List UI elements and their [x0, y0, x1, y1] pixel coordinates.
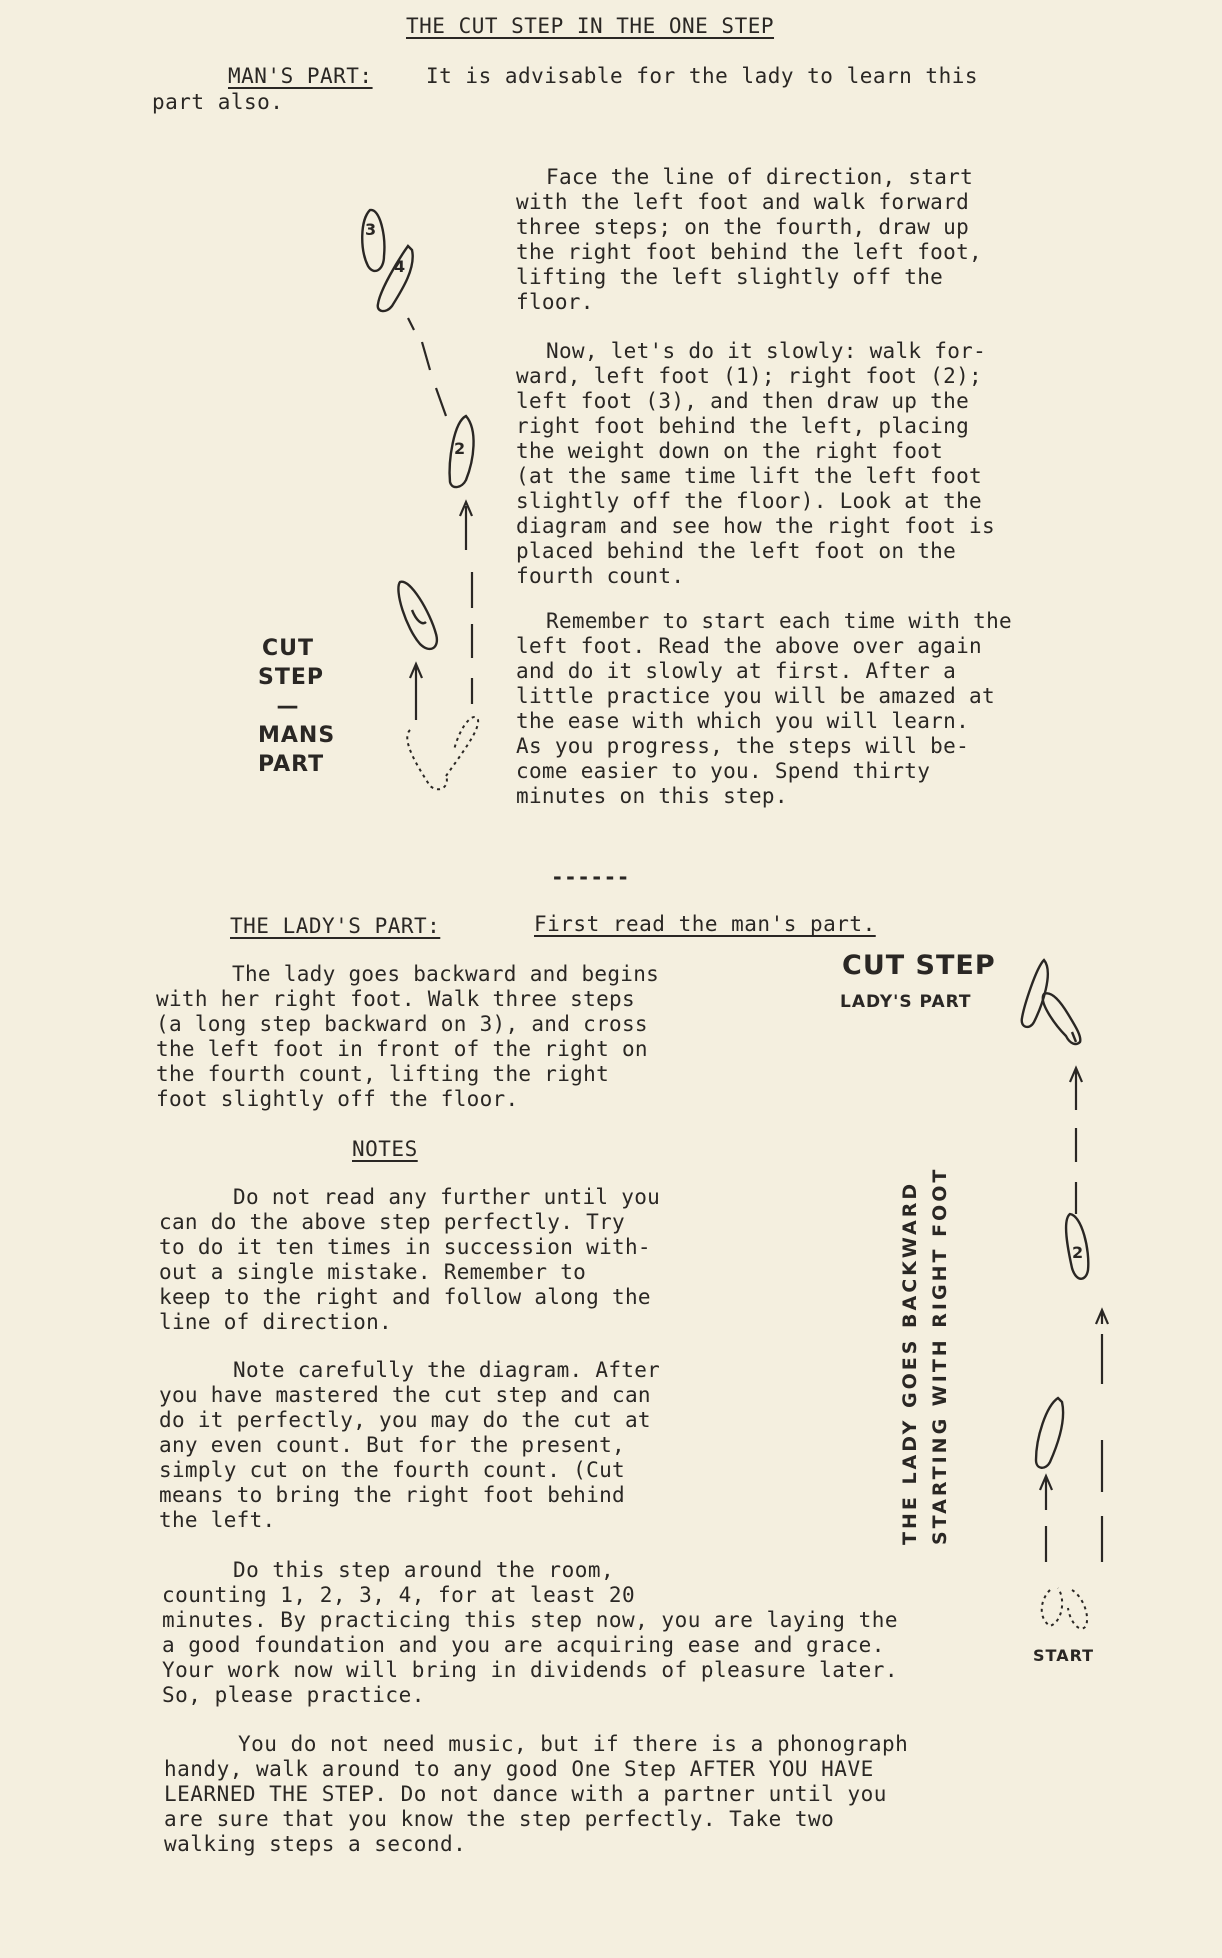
arrow-up — [460, 502, 472, 550]
mans-label-line-4: MANS — [258, 723, 336, 748]
mans-part-heading: MAN'S PART: — [228, 64, 373, 88]
ladys-part-heading: THE LADY'S PART: — [230, 914, 441, 938]
notes-paragraph-4-line-3: LEARNED THE STEP. Do not dance with a partner until you — [164, 1782, 887, 1806]
ladys-part-paragraph: The lady goes backward and begins with her right foot. Walk three steps (a long step backward on 3), and cross the left foot in front of the right on the fourth count, lifting the right foot slightly off the floor. — [156, 962, 660, 1111]
mans-diagram-label — [258, 634, 336, 779]
footprint-3-number: 3 — [365, 220, 377, 239]
arrow-up — [1040, 1476, 1052, 1510]
mans-label-line-2: STEP — [258, 665, 325, 690]
notes-paragraph-4-line-1: You do not need music, but if there is a phonograph — [238, 1732, 909, 1756]
footprint-1 — [398, 582, 436, 649]
start-footprints — [407, 717, 478, 789]
notes-heading: NOTES — [352, 1137, 418, 1161]
notes-paragraph-4-line-4: are sure that you know the step perfectly. Take two — [164, 1807, 835, 1831]
notes-paragraph-2: Note carefully the diagram. After you have mastered the cut step and can do it perfectly, you may do the cut at any even count. But for the present, simply cut on the fourth count. (Cut means to bring the right foot behind the left. — [159, 1358, 661, 1532]
mans-part-paragraph-3: Remember to start each time with the left foot. Read the above over again and do it slowly at first. After a little practice you will be amazed at the ease with which you will learn. As you progress, the steps will be- come easier to you. Spend thirty minutes on this step. — [516, 609, 1012, 808]
mans-part-intro: It is advisable for the lady to learn this — [426, 64, 979, 88]
path-line — [436, 388, 446, 416]
mans-part-paragraph-2: Now, let's do it slowly: walk for- ward, left foot (1); right foot (2); left foot (3), and then draw up the right foot behind the left, placing the weight down on the right foot (at the same time lift the left foot slightly off the floor). Look at the diagram and see how the right foot is placed behind the left foot on the fourth count. — [516, 339, 995, 588]
mans-label-line-5: PART — [258, 752, 325, 777]
ladys-vertical-caption-1: THE LADY GOES BACKWARD — [899, 1180, 921, 1545]
footprint-4-number: 4 — [394, 257, 406, 276]
notes-paragraph-3-line-2: counting 1, 2, 3, 4, for at least 20 — [162, 1583, 636, 1607]
footprint-3 — [362, 210, 384, 271]
notes-paragraph-4-line-2: handy, walk around to any good One Step AFTER YOU HAVE — [164, 1757, 874, 1781]
page-title: THE CUT STEP IN THE ONE STEP — [406, 14, 775, 38]
path-line — [408, 318, 414, 330]
lady-footprint-right — [1043, 993, 1081, 1044]
notes-paragraph-3-line-4: a good foundation and you are acquiring ease and grace. — [162, 1633, 885, 1657]
footprint-2 — [450, 416, 474, 487]
arrow-up — [410, 664, 422, 720]
path-line — [422, 342, 430, 370]
notes-paragraph-3-line-5: Your work now will bring in dividends of pleasure later. — [162, 1658, 899, 1682]
mans-part-paragraph-1: Face the line of direction, start with the left foot and walk forward three steps; on the fourth, draw up the right foot behind the left foot, lifting the left slightly off the floor. — [516, 165, 982, 314]
ladys-diagram-subtitle: LADY'S PART — [840, 992, 972, 1012]
mans-label-line-3: — — [276, 694, 300, 719]
notes-paragraph-3-line-6: So, please practice. — [162, 1683, 425, 1707]
mans-label-line-1: CUT — [261, 636, 315, 661]
mans-footstep-diagram — [350, 190, 500, 810]
arrow-up — [1070, 1068, 1082, 1110]
ladys-diagram-title: CUT STEP — [842, 950, 996, 981]
section-separator: ------ — [551, 865, 630, 889]
notes-paragraph-4-line-5: walking steps a second. — [164, 1832, 467, 1856]
footprint-2-number: 2 — [454, 439, 466, 458]
start-label: START — [1033, 1646, 1095, 1665]
lady-footprint-2-number: 2 — [1072, 1243, 1084, 1262]
lady-footprint-2 — [1066, 1214, 1088, 1279]
ladys-vertical-caption-2: STARTING WITH RIGHT FOOT — [929, 1166, 951, 1545]
lady-footprint-1 — [1036, 1398, 1063, 1468]
mans-part-intro-cont: part also. — [152, 90, 284, 114]
arrow-up — [1096, 1310, 1108, 1324]
notes-paragraph-3-line-3: minutes. By practicing this step now, you are laying the — [162, 1608, 899, 1632]
lady-start-footprints — [1042, 1588, 1087, 1629]
ladys-part-subheading: First read the man's part. — [534, 912, 876, 936]
ladys-footstep-diagram — [1010, 950, 1140, 1670]
notes-paragraph-1: Do not read any further until you can do the above step perfectly. Try to do it ten times in succession with- out a single mistake. Remember to keep to the right and follow along the line of direction. — [159, 1185, 661, 1334]
notes-paragraph-3-line-1: Do this step around the room, — [233, 1558, 615, 1582]
